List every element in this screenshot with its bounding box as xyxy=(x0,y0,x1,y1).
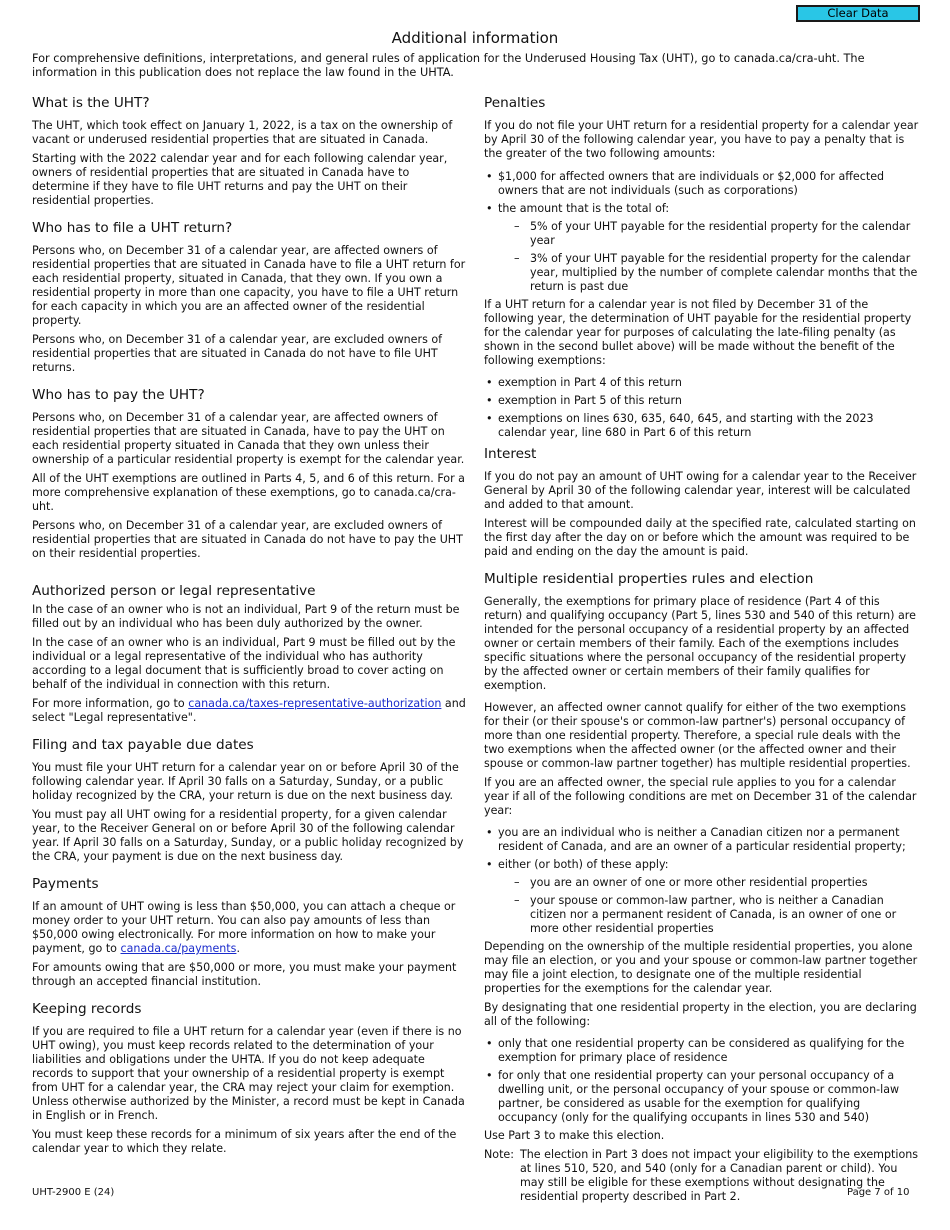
paragraph: Persons who, on December 31 of a calendar year, are excluded owners of residential properties that are situated in Canada do not have to pay the UHT on their residential properties. xyxy=(32,519,463,560)
paragraph: The UHT, which took effect on January 1, 2022, is a tax on the ownership of vacant or underused residential properties that are situated in Canada. xyxy=(32,119,453,146)
form-identifier: UHT-2900 E (24) xyxy=(32,1187,115,1198)
paragraph: By designating that one residential property in the election, you are declaring all of the following: xyxy=(484,1001,917,1028)
declaration-list xyxy=(484,1037,920,1125)
paragraph: Use Part 3 to make this election. xyxy=(484,1129,665,1142)
list-item: • for only that one residential property can your personal occupancy of a dwelling unit, or the personal occupancy of your spouse or common-law partner, be considered as usable for the exemption for qualifying occupancy (only for the qualifying occupants in lines 530 and 540) xyxy=(484,1069,920,1125)
conditions-list xyxy=(484,826,920,936)
heading-what-is-uht: What is the UHT? xyxy=(32,95,150,111)
paragraph: All of the UHT exemptions are outlined in Parts 4, 5, and 6 of this return. For a more comprehensive explanation of these exemptions, go to canada.ca/cra-uht. xyxy=(32,472,465,513)
list-item xyxy=(484,202,920,294)
list-item xyxy=(484,858,920,936)
paragraph: You must pay all UHT owing for a residential property, for a given calendar year, to the Receiver General on or before April 30 of the following calendar year. If April 30 falls on a Saturday, Sunday, or a public holiday recognized by the CRA, your payment is due on the next business day. xyxy=(32,808,464,863)
sub-list xyxy=(498,220,920,294)
paragraph: Starting with the 2022 calendar year and for each following calendar year, owners of residential properties that are situated in Canada have to determine if they have to file UHT returns and pay the UHT on their residential properties. xyxy=(32,152,448,207)
paragraph: Persons who, on December 31 of a calendar year, are excluded owners of residential properties that are situated in Canada do not have to file UHT returns. xyxy=(32,333,443,374)
left-column xyxy=(32,95,468,1168)
paragraph: However, an affected owner cannot qualify for either of the two exemptions for their (or their spouse's or common-law partner's) personal occupancy of more than one residential property. Therefore, a special rule deals with the two exemptions when the affected owner (or the affected owner and their spouse or common-law partner together) has multiple residential properties. xyxy=(484,701,911,770)
section-who-has-to-file xyxy=(32,220,468,375)
list-item: • exemption in Part 5 of this return xyxy=(484,394,920,408)
paragraph: Generally, the exemptions for primary place of residence (Part 4 of this return) and qualifying occupancy (Part 5, lines 530 and 540 of this return) are intended for the personal occupancy of a residential property by an affected owner or certain members of their family. Each of the exemptions includes specific situations where the personal occupancy of the residential property by the affected owner or certain members of their family qualifies for exemption. xyxy=(484,595,916,692)
section-keeping-records xyxy=(32,1001,468,1156)
penalty-list xyxy=(484,170,920,294)
section-authorized-person xyxy=(32,583,468,725)
page-title: Additional information xyxy=(391,29,559,47)
section-interest xyxy=(484,446,920,559)
paragraph xyxy=(32,900,468,956)
list-item: • exemption in Part 4 of this return xyxy=(484,376,920,390)
section-multiple-properties xyxy=(484,571,920,1204)
paragraph: Depending on the ownership of the multiple residential properties, you alone may file an election, or you and your spouse or common-law partner together may file a joint election, to designate one of the multiple residential properties for the exemptions for the calendar year. xyxy=(484,940,918,995)
heading-payments: Payments xyxy=(32,876,99,892)
list-item: • you are an individual who is neither a Canadian citizen nor a permanent resident of Canada, and are an owner of a particular residential property; xyxy=(484,826,920,854)
list-item: • only that one residential property can be considered as qualifying for the exemption for primary place of residence xyxy=(484,1037,920,1065)
heading-penalties: Penalties xyxy=(484,95,546,111)
list-item: – you are an owner of one or more other residential properties xyxy=(498,876,920,890)
list-item: • exemptions on lines 630, 635, 640, 645, and starting with the 2023 calendar year, line 680 in Part 6 of this return xyxy=(484,412,920,440)
paragraph: For amounts owing that are $50,000 or more, you must make your payment through an accepted financial institution. xyxy=(32,961,457,988)
text: either (or both) of these apply: xyxy=(498,858,669,871)
intro-paragraph: For comprehensive definitions, interpretations, and general rules of application for the Underused Housing Tax (UHT), go to canada.ca/cra-uht. The information in this publication does not replace the law found in the UHTA. xyxy=(32,52,865,79)
heading-filing-due-dates: Filing and tax payable due dates xyxy=(32,737,254,753)
heading-multiple-properties: Multiple residential properties rules and election xyxy=(484,571,814,587)
paragraph: In the case of an owner who is an individual, Part 9 must be filled out by the individual or a legal representative of the individual who has authority according to a legal document that is sufficiently broad to cover acting on behalf of the individual in connection with this return. xyxy=(32,636,456,691)
paragraph: If you are an affected owner, the special rule applies to you for a calendar year if all of the following conditions are met on December 31 of the calendar year: xyxy=(484,776,917,817)
list-item: • $1,000 for affected owners that are individuals or $2,000 for affected owners that are not individuals (such as corporations) xyxy=(484,170,920,198)
heading-authorized-person: Authorized person or legal representative xyxy=(32,583,316,599)
list-item: – your spouse or common-law partner, who is neither a Canadian citizen nor a permanent resident of Canada, is an owner of one or more other residential properties xyxy=(498,894,920,936)
text: For more information, go to xyxy=(32,697,189,710)
paragraph: Interest will be compounded daily at the specified rate, calculated starting on the first day after the day on or before which the amount was required to be paid and ending on the day the amount is paid. xyxy=(484,517,916,558)
paragraph: Persons who, on December 31 of a calendar year, are affected owners of residential properties that are situated in Canada, have to pay the UHT on each residential property situated in Canada that they own unless their ownership of a particular residential property is exempt for the calendar year. xyxy=(32,411,465,466)
text: the amount that is the total of: xyxy=(498,202,670,215)
paragraph: Persons who, on December 31 of a calendar year, are affected owners of residential properties that are situated in Canada have to file a UHT return for each residential property, situated in Canada, that they own. If you own a residential property in more than one capacity, you have to file a UHT return for each capacity in which you are an affected owner of the residential property. xyxy=(32,244,466,327)
note-label: Note: xyxy=(484,1148,514,1161)
heading-keeping-records: Keeping records xyxy=(32,1001,142,1017)
exemption-list xyxy=(484,376,920,440)
page-number: Page 7 of 10 xyxy=(847,1187,910,1198)
text: . xyxy=(236,942,240,955)
paragraph: You must keep these records for a minimum of six years after the end of the calendar year to which they relate. xyxy=(32,1128,457,1155)
list-item: – 5% of your UHT payable for the residential property for the calendar year xyxy=(498,220,920,248)
paragraph: In the case of an owner who is not an individual, Part 9 of the return must be filled out by an individual who has been duly authorized by the owner. xyxy=(32,603,460,630)
payments-link[interactable]: canada.ca/payments xyxy=(120,942,237,955)
paragraph: If a UHT return for a calendar year is not filed by December 31 of the following year, the determination of UHT payable for the residential property for the calendar year for purposes of calculating the late-filing penalty (as shown in the second bullet above) will be made without the benefit of the following exemptions: xyxy=(484,298,912,367)
heading-who-has-to-file: Who has to file a UHT return? xyxy=(32,220,233,236)
paragraph: You must file your UHT return for a calendar year on or before April 30 of the following calendar year. If April 30 falls on a Saturday, Sunday, or a public holiday recognized by the CRA, your return is due on the next business day. xyxy=(32,761,459,802)
paragraph xyxy=(32,697,468,725)
paragraph: If you do not file your UHT return for a residential property for a calendar year by April 30 of the following calendar year, you have to pay a penalty that is the greater of the two following amounts: xyxy=(484,119,919,160)
paragraph: If you are required to file a UHT return for a calendar year (even if there is no UHT owing), you must keep records related to the determination of your liabilities and obligations under the UHTA. If you do not keep adequate records to support that your ownership of a residential property is exempt from UHT for a calendar year, the CRA may reject your claim for exemption. Unless otherwise authorized by the Minister, a record must be kept in Canada in English or in French. xyxy=(32,1025,465,1122)
representative-authorization-link[interactable]: canada.ca/taxes-representative-authorization xyxy=(188,697,442,710)
section-payments xyxy=(32,876,468,989)
section-penalties xyxy=(484,95,920,440)
text: and select "Legal representative". xyxy=(32,697,466,724)
list-item: – 3% of your UHT payable for the residential property for the calendar year, multiplied by the number of complete calendar months that the return is past due xyxy=(498,252,920,294)
heading-interest: Interest xyxy=(484,446,537,462)
section-filing-due-dates xyxy=(32,737,468,864)
clear-data-button[interactable]: Clear Data xyxy=(796,5,920,22)
section-what-is-uht xyxy=(32,95,468,208)
text: If an amount of UHT owing is less than $50,000, you can attach a cheque or money order to your UHT return. You can also pay amounts of less than $50,000 owing electronically. For more information on how to make your payment, go to xyxy=(32,900,456,955)
section-who-has-to-pay xyxy=(32,387,468,561)
paragraph: If you do not pay an amount of UHT owing for a calendar year to the Receiver General by April 30 of the following calendar year, interest will be calculated and added to that amount. xyxy=(484,470,917,511)
note-text: The election in Part 3 does not impact your eligibility to the exemptions at lines 510, 520, and 540 (only for a Canadian parent or child). You may still be eligible for these exemptions without designating the residential property described in Part 2. xyxy=(520,1148,919,1203)
heading-who-has-to-pay: Who has to pay the UHT? xyxy=(32,387,205,403)
sub-list xyxy=(498,876,920,936)
right-column xyxy=(484,95,920,1216)
